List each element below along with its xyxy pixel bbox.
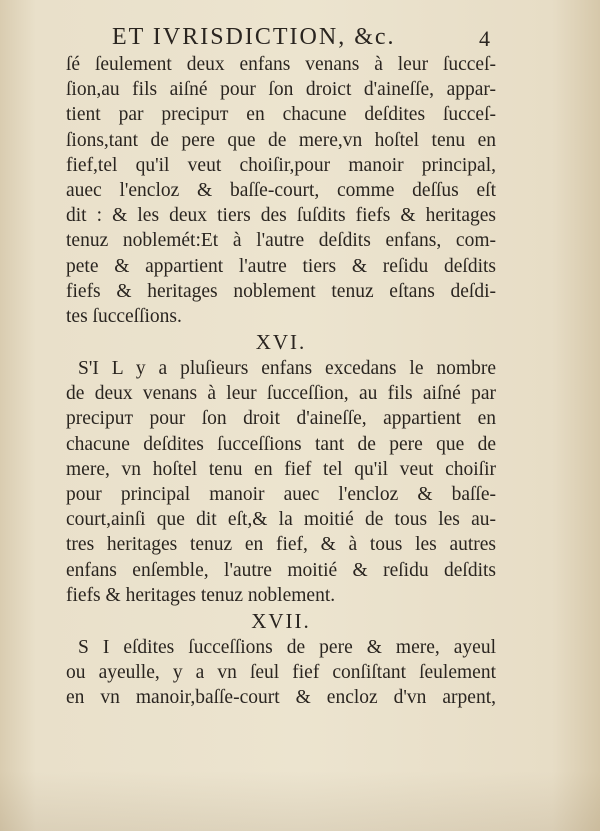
text-line: court,ainſi que dit eſt,& la moitié de tous les au- xyxy=(66,509,496,531)
text-line: tient par precipuт en chacune deſdites ſucceſ- xyxy=(66,104,496,126)
text-line: ſé ſeulement deux enfans venans à leur ſucceſ- xyxy=(66,54,496,75)
text-line: ſions,tant de pere que de mere,vn hoſtel tenu en xyxy=(66,129,496,151)
text-line: ou ayeulle, y a vn ſeul fief conſiſtant ſeulement xyxy=(66,662,496,684)
text-line: fiefs & heritages tenuz noblement. xyxy=(66,584,336,606)
text-line: pete & appartient l'autre tiers & reſidu deſdits xyxy=(66,255,496,277)
text-line: S'I L y a pluſieurs enfans excedans le nombre xyxy=(78,358,496,380)
text-line: enfans enſemble, l'autre moitié & reſidu deſdits xyxy=(66,559,496,581)
section-heading-xvii: XVII. xyxy=(251,608,311,633)
text-line: ſion,au fils aiſné pour ſon droict d'aineſſe, appar- xyxy=(66,79,496,101)
page-number: 4 xyxy=(479,26,490,51)
text-line: tenuz noblemét:Et à l'autre deſdits enfans, com- xyxy=(66,230,496,252)
text-line: dit : & les deux tiers des ſuſdits fiefs & heritages xyxy=(66,205,496,227)
body-text xyxy=(66,52,496,711)
text-line: mere, vn hoſtel tenu en fief tel qu'il veut choiſir xyxy=(66,458,496,480)
text-line: S I eſdites ſucceſſions de pere & mere, ayeul xyxy=(78,636,496,658)
text-line: fiefs & heritages noblement tenuz eſtans deſdi- xyxy=(66,280,496,302)
text-line: tres heritages tenuz en fief, & à tous les autres xyxy=(66,534,496,556)
text-line: auec l'encloz & baſſe-court, comme deſſus eſt xyxy=(66,179,496,201)
section-heading-xvi: XVI. xyxy=(255,330,307,355)
running-title: ET IVRISDICTION, &c. xyxy=(112,24,396,50)
text-line: chacune deſdites ſucceſſions tant de pere que de xyxy=(66,433,496,455)
text-line: de deux venans à leur ſucceſſion, au fils aiſné par xyxy=(66,383,496,405)
text-line: pour principal manoir auec l'encloz & baſſe- xyxy=(66,484,496,505)
text-line: en vn manoir,baſſe-court & encloz d'vn arpent, xyxy=(66,687,496,709)
text-line: tes ſucceſſions. xyxy=(66,305,182,327)
text-line: fief,tel qu'il veut choiſir,pour manoir principal, xyxy=(66,154,496,176)
text-line: precipuт pour ſon droit d'aineſſe, appartient en xyxy=(66,408,496,430)
